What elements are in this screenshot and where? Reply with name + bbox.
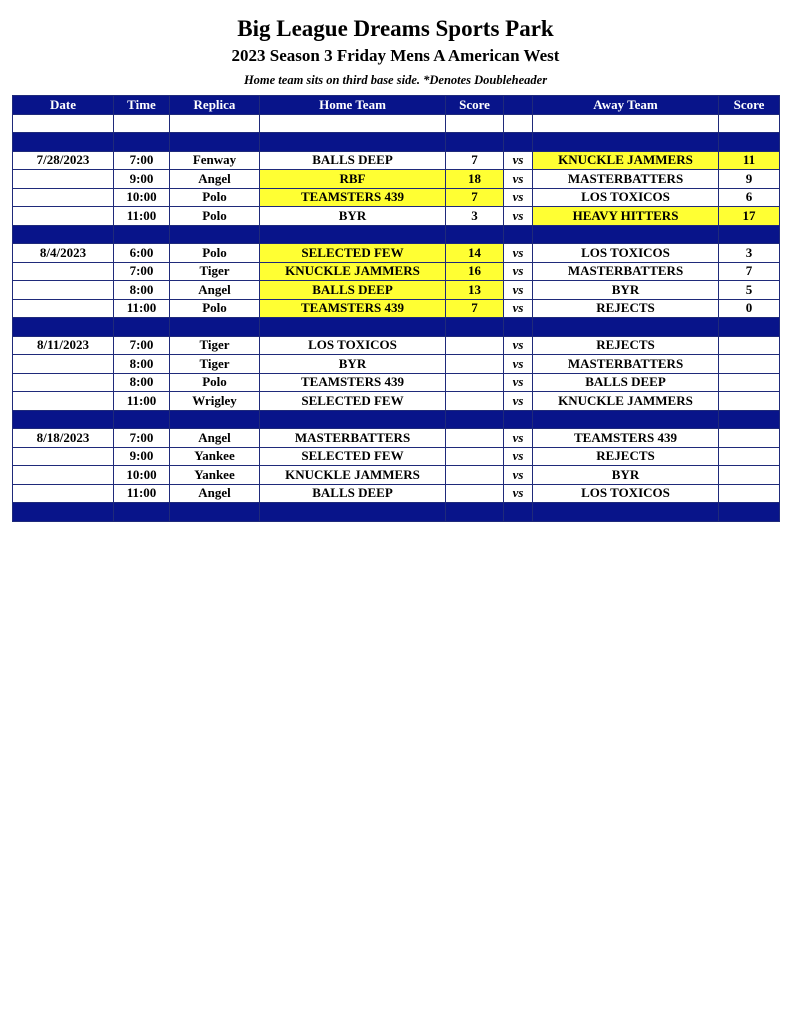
blank-cell — [260, 114, 446, 133]
game-row — [13, 484, 780, 503]
blank-cell — [719, 114, 780, 133]
separator-band — [13, 133, 780, 152]
home-team: LOS TOXICOS — [260, 336, 446, 355]
home-score — [446, 355, 504, 374]
away-score: 17 — [719, 207, 780, 226]
game-date — [13, 262, 114, 281]
band-cell — [446, 133, 504, 152]
home-score — [446, 392, 504, 411]
band-cell — [170, 133, 260, 152]
vs-label: vs — [504, 151, 533, 170]
band-cell — [446, 410, 504, 429]
game-row — [13, 262, 780, 281]
game-row — [13, 281, 780, 300]
game-time: 7:00 — [114, 262, 170, 281]
away-score — [719, 484, 780, 503]
band-cell — [533, 318, 719, 337]
band-cell — [446, 225, 504, 244]
game-replica: Angel — [170, 429, 260, 448]
game-row — [13, 151, 780, 170]
home-score: 18 — [446, 170, 504, 189]
schedule-table — [12, 95, 780, 522]
vs-label: vs — [504, 355, 533, 374]
away-team: KNUCKLE JAMMERS — [533, 392, 719, 411]
game-date — [13, 281, 114, 300]
game-time: 11:00 — [114, 392, 170, 411]
home-team-note: Home team sits on third base side. *Denotes Doubleheader — [243, 73, 548, 87]
band-cell — [446, 503, 504, 522]
band-cell — [170, 225, 260, 244]
blank-cell — [533, 114, 719, 133]
vs-label: vs — [504, 373, 533, 392]
home-score: 7 — [446, 188, 504, 207]
away-score — [719, 429, 780, 448]
separator-band — [13, 318, 780, 337]
game-row — [13, 392, 780, 411]
home-score: 16 — [446, 262, 504, 281]
home-team: SELECTED FEW — [260, 244, 446, 263]
band-cell — [533, 225, 719, 244]
band-cell — [170, 503, 260, 522]
game-replica: Yankee — [170, 466, 260, 485]
home-score — [446, 466, 504, 485]
vs-label: vs — [504, 299, 533, 318]
away-team: BYR — [533, 466, 719, 485]
band-cell — [114, 133, 170, 152]
vs-label: vs — [504, 429, 533, 448]
band-cell — [13, 133, 114, 152]
band-cell — [533, 503, 719, 522]
blank-row — [13, 114, 780, 133]
blank-cell — [504, 114, 533, 133]
game-date: 8/18/2023 — [13, 429, 114, 448]
vs-label: vs — [504, 484, 533, 503]
away-score — [719, 355, 780, 374]
game-time: 6:00 — [114, 244, 170, 263]
game-time: 7:00 — [114, 336, 170, 355]
band-cell — [504, 410, 533, 429]
band-cell — [114, 410, 170, 429]
game-replica: Angel — [170, 170, 260, 189]
game-replica: Polo — [170, 188, 260, 207]
vs-label: vs — [504, 447, 533, 466]
away-team: REJECTS — [533, 336, 719, 355]
game-time: 8:00 — [114, 281, 170, 300]
away-team: KNUCKLE JAMMERS — [533, 151, 719, 170]
game-replica: Polo — [170, 244, 260, 263]
band-cell — [533, 410, 719, 429]
game-replica: Polo — [170, 299, 260, 318]
game-replica: Yankee — [170, 447, 260, 466]
band-cell — [260, 410, 446, 429]
game-row — [13, 447, 780, 466]
band-cell — [260, 133, 446, 152]
home-team: TEAMSTERS 439 — [260, 188, 446, 207]
game-date: 8/11/2023 — [13, 336, 114, 355]
home-team: SELECTED FEW — [260, 392, 446, 411]
away-team: BYR — [533, 281, 719, 300]
home-team: BALLS DEEP — [260, 484, 446, 503]
away-score: 3 — [719, 244, 780, 263]
game-date — [13, 392, 114, 411]
page-subtitle: 2023 Season 3 Friday Mens A American West — [231, 46, 560, 65]
home-team: TEAMSTERS 439 — [260, 373, 446, 392]
home-team: BYR — [260, 355, 446, 374]
away-score: 7 — [719, 262, 780, 281]
col-header-time: Time — [114, 96, 170, 115]
away-score: 11 — [719, 151, 780, 170]
away-team: TEAMSTERS 439 — [533, 429, 719, 448]
vs-label: vs — [504, 170, 533, 189]
game-replica: Fenway — [170, 151, 260, 170]
away-score — [719, 447, 780, 466]
home-score — [446, 336, 504, 355]
away-score: 0 — [719, 299, 780, 318]
game-row — [13, 244, 780, 263]
separator-band — [13, 225, 780, 244]
page-title: Big League Dreams Sports Park — [237, 16, 554, 41]
band-cell — [504, 503, 533, 522]
band-cell — [170, 318, 260, 337]
game-row — [13, 373, 780, 392]
away-team: MASTERBATTERS — [533, 355, 719, 374]
game-replica: Angel — [170, 484, 260, 503]
away-score — [719, 466, 780, 485]
col-header-away-score: Score — [719, 96, 780, 115]
col-header-home-score: Score — [446, 96, 504, 115]
game-row — [13, 188, 780, 207]
game-row — [13, 429, 780, 448]
away-team: LOS TOXICOS — [533, 188, 719, 207]
away-team: BALLS DEEP — [533, 373, 719, 392]
home-score: 3 — [446, 207, 504, 226]
band-cell — [504, 225, 533, 244]
game-date — [13, 484, 114, 503]
away-score — [719, 336, 780, 355]
home-team: KNUCKLE JAMMERS — [260, 262, 446, 281]
vs-label: vs — [504, 262, 533, 281]
game-time: 10:00 — [114, 466, 170, 485]
band-cell — [114, 225, 170, 244]
game-row — [13, 336, 780, 355]
away-team: LOS TOXICOS — [533, 244, 719, 263]
band-cell — [719, 318, 780, 337]
band-cell — [114, 503, 170, 522]
band-cell — [533, 133, 719, 152]
separator-band — [13, 410, 780, 429]
vs-label: vs — [504, 207, 533, 226]
home-team: RBF — [260, 170, 446, 189]
home-score — [446, 429, 504, 448]
away-team: HEAVY HITTERS — [533, 207, 719, 226]
band-cell — [446, 318, 504, 337]
game-time: 8:00 — [114, 373, 170, 392]
away-score: 5 — [719, 281, 780, 300]
band-cell — [13, 503, 114, 522]
game-time: 7:00 — [114, 151, 170, 170]
col-header-vs — [504, 96, 533, 115]
game-replica: Polo — [170, 207, 260, 226]
home-score: 7 — [446, 151, 504, 170]
band-cell — [13, 318, 114, 337]
home-team: BALLS DEEP — [260, 281, 446, 300]
home-score — [446, 373, 504, 392]
separator-band — [13, 503, 780, 522]
vs-label: vs — [504, 336, 533, 355]
vs-label: vs — [504, 188, 533, 207]
game-time: 9:00 — [114, 447, 170, 466]
game-date — [13, 447, 114, 466]
away-team: MASTERBATTERS — [533, 262, 719, 281]
away-score — [719, 373, 780, 392]
vs-label: vs — [504, 281, 533, 300]
vs-label: vs — [504, 244, 533, 263]
away-team: REJECTS — [533, 447, 719, 466]
game-date — [13, 207, 114, 226]
blank-cell — [114, 114, 170, 133]
band-cell — [719, 133, 780, 152]
home-team: MASTERBATTERS — [260, 429, 446, 448]
vs-label: vs — [504, 392, 533, 411]
game-replica: Tiger — [170, 336, 260, 355]
game-time: 7:00 — [114, 429, 170, 448]
header-row — [13, 96, 780, 115]
game-date — [13, 299, 114, 318]
col-header-home-team: Home Team — [260, 96, 446, 115]
band-cell — [260, 318, 446, 337]
game-date — [13, 466, 114, 485]
game-date — [13, 355, 114, 374]
home-score — [446, 447, 504, 466]
game-replica: Wrigley — [170, 392, 260, 411]
home-team: SELECTED FEW — [260, 447, 446, 466]
home-team: TEAMSTERS 439 — [260, 299, 446, 318]
home-score: 14 — [446, 244, 504, 263]
game-row — [13, 170, 780, 189]
col-header-date: Date — [13, 96, 114, 115]
away-score: 9 — [719, 170, 780, 189]
col-header-away-team: Away Team — [533, 96, 719, 115]
band-cell — [504, 133, 533, 152]
game-row — [13, 207, 780, 226]
home-team: BYR — [260, 207, 446, 226]
game-row — [13, 466, 780, 485]
game-replica: Tiger — [170, 355, 260, 374]
away-score — [719, 392, 780, 411]
band-cell — [260, 503, 446, 522]
game-row — [13, 299, 780, 318]
game-date — [13, 373, 114, 392]
band-cell — [504, 318, 533, 337]
home-score — [446, 484, 504, 503]
band-cell — [13, 225, 114, 244]
home-score: 7 — [446, 299, 504, 318]
home-team: BALLS DEEP — [260, 151, 446, 170]
band-cell — [719, 410, 780, 429]
game-replica: Angel — [170, 281, 260, 300]
game-time: 8:00 — [114, 355, 170, 374]
band-cell — [719, 225, 780, 244]
game-replica: Polo — [170, 373, 260, 392]
vs-label: vs — [504, 466, 533, 485]
away-team: REJECTS — [533, 299, 719, 318]
band-cell — [719, 503, 780, 522]
game-time: 9:00 — [114, 170, 170, 189]
away-score: 6 — [719, 188, 780, 207]
band-cell — [260, 225, 446, 244]
band-cell — [170, 410, 260, 429]
schedule-body — [13, 114, 780, 521]
blank-cell — [446, 114, 504, 133]
game-time: 10:00 — [114, 188, 170, 207]
blank-cell — [170, 114, 260, 133]
home-team: KNUCKLE JAMMERS — [260, 466, 446, 485]
away-team: MASTERBATTERS — [533, 170, 719, 189]
game-date: 7/28/2023 — [13, 151, 114, 170]
game-time: 11:00 — [114, 207, 170, 226]
game-time: 11:00 — [114, 484, 170, 503]
game-row — [13, 355, 780, 374]
away-team: LOS TOXICOS — [533, 484, 719, 503]
band-cell — [13, 410, 114, 429]
col-header-replica: Replica — [170, 96, 260, 115]
game-date — [13, 188, 114, 207]
home-score: 13 — [446, 281, 504, 300]
game-replica: Tiger — [170, 262, 260, 281]
blank-cell — [13, 114, 114, 133]
game-date: 8/4/2023 — [13, 244, 114, 263]
band-cell — [114, 318, 170, 337]
game-date — [13, 170, 114, 189]
game-time: 11:00 — [114, 299, 170, 318]
